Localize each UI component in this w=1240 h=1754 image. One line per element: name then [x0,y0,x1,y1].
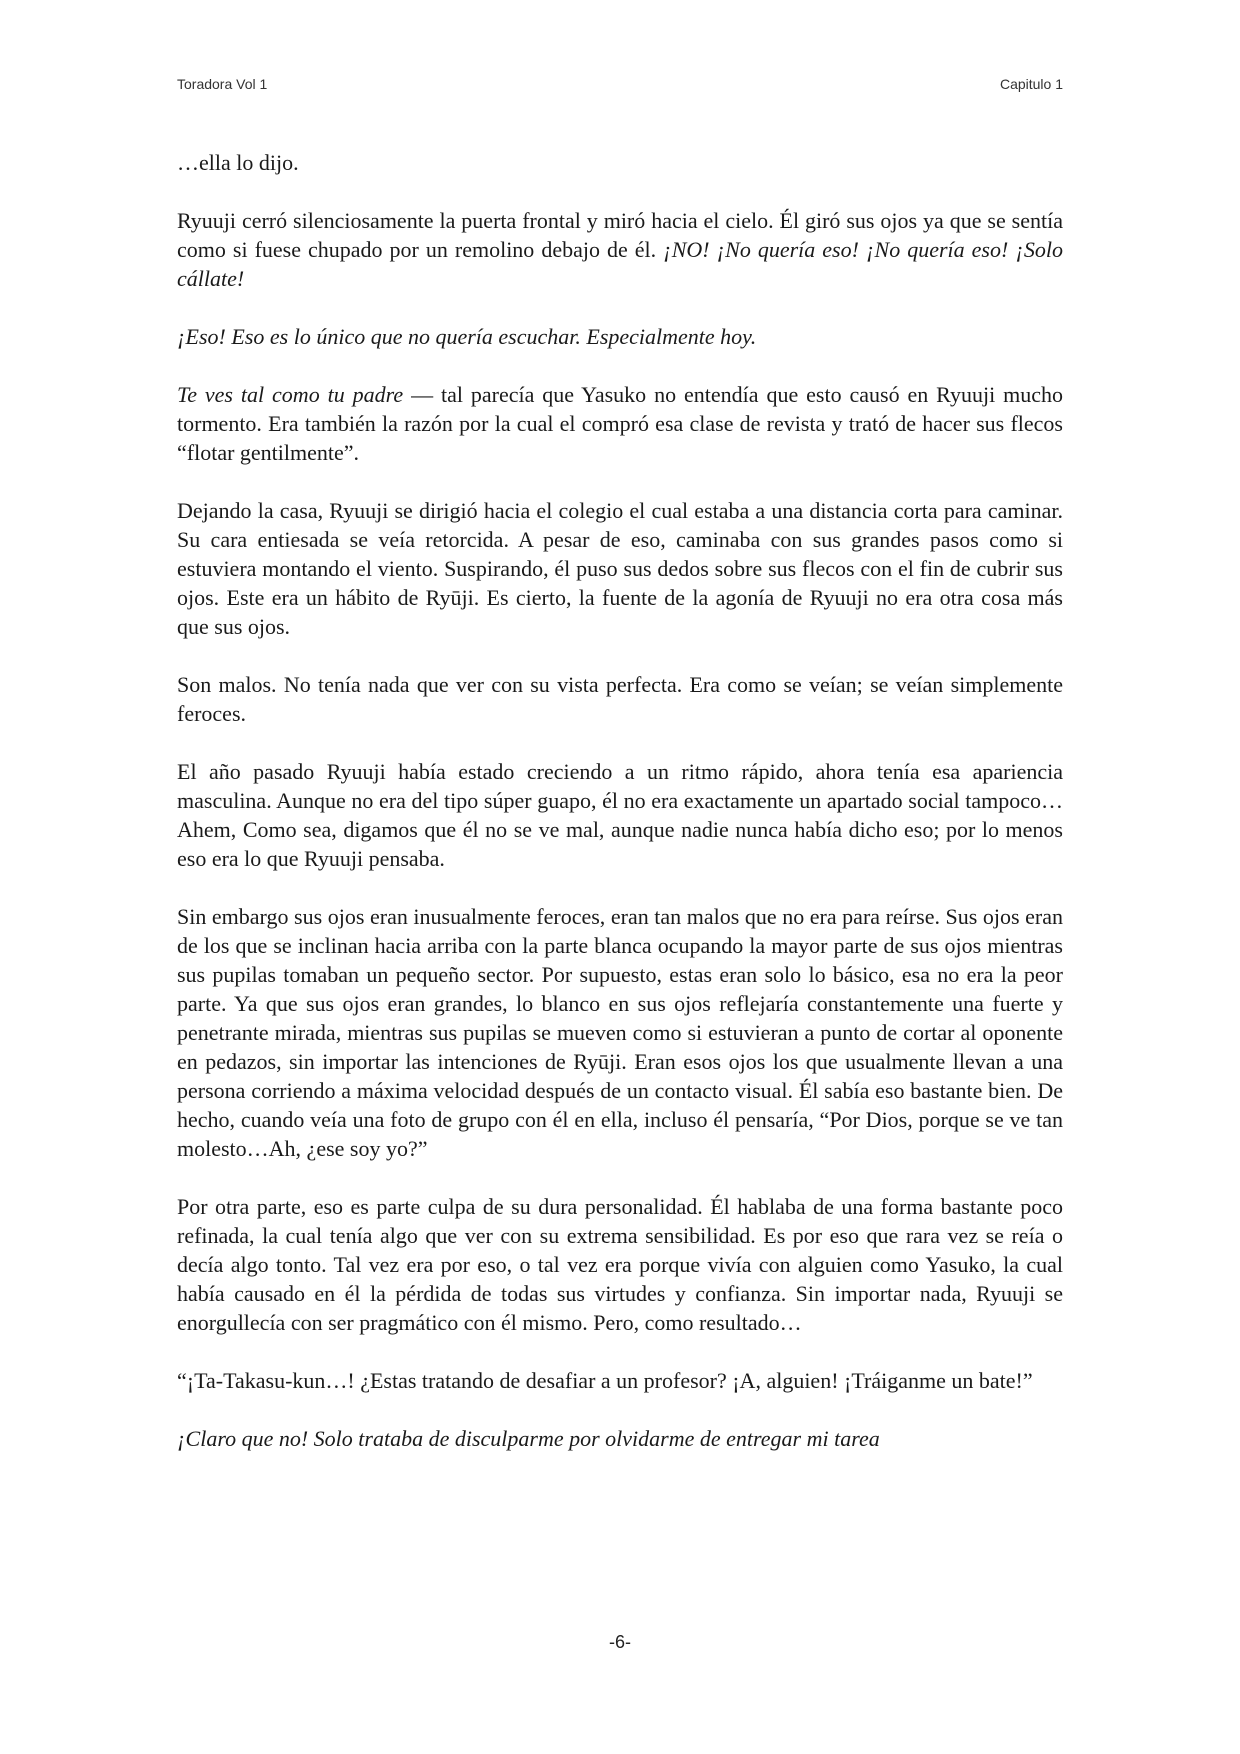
page-number: -6- [609,1632,631,1652]
text-segment: — tal parecía que Yasuko no entendía que esto causó en Ryuuji mucho tormento. Era también la razón por la cual el compró esa clase de revista y trató de hacer sus flecos “flotar gentilmente”. [177,382,1063,465]
paragraph [177,670,1063,728]
paragraph [177,496,1063,641]
paragraph [177,1424,1063,1453]
text-segment: Por otra parte, eso es parte culpa de su dura personalidad. Él hablaba de una forma bastante poco refinada, la cual tenía algo que ver con su extrema sensibilidad. Es por eso que rara vez se reía o decía algo tonto. Tal vez era por eso, o tal vez era porque vivía con alguien como Yasuko, la cual había causado en él la pérdida de todas sus virtudes y confianza. Sin importar nada, Ryuuji se enorgullecía con ser pragmático con él mismo. Pero, como resultado… [177,1194,1063,1335]
text-segment: Sin embargo sus ojos eran inusualmente feroces, eran tan malos que no era para reírse. Sus ojos eran de los que se inclinan hacia arriba con la parte blanca ocupando la mayor parte de sus ojos mientras sus pupilas tomaban un pequeño sector. Por supuesto, estas eran solo lo básico, esa no era la peor parte. Ya que sus ojos eran grandes, lo blanco en sus ojos reflejaría constantemente una fuerte y penetrante mirada, mientras sus pupilas se mueven como si estuvieran a punto de cortar al oponente en pedazos, sin importar las intenciones de Ryūji. Eran esos ojos los que usualmente llevan a una persona corriendo a máxima velocidad después de un contacto visual. Él sabía eso bastante bien. De hecho, cuando veía una foto de grupo con él en ella, incluso él pensaría, “Por Dios, porque se ve tan molesto…Ah, ¿ese soy yo?” [177,904,1063,1161]
header-chapter: Capitulo 1 [999,76,1063,92]
paragraph [177,757,1063,873]
italic-text-segment: Te ves tal como tu padre [177,382,404,407]
paragraph [177,1192,1063,1337]
paragraph [177,1366,1063,1395]
header-book-title: Toradora Vol 1 [177,76,268,92]
text-segment: …ella lo dijo. [177,150,299,175]
chapter-body [177,148,1063,1482]
text-segment: El año pasado Ryuuji había estado creciendo a un ritmo rápido, ahora tenía esa apariencia masculina. Aunque no era del tipo súper guapo, él no era exactamente un apartado social tampoco…Ahem, Como sea, digamos que él no se ve mal, aunque nadie nunca había dicho eso; por lo menos eso era lo que Ryuuji pensaba. [177,759,1063,871]
page-footer [0,1632,1240,1653]
paragraph [177,380,1063,467]
paragraph [177,206,1063,293]
text-segment: “¡Ta-Takasu-kun…! ¿Estas tratando de desafiar a un profesor? ¡A, alguien! ¡Tráiganme un bate!” [177,1368,1033,1393]
text-segment: Ryuuji cerró silenciosamente la puerta frontal y miró hacia el cielo. Él giró sus ojos ya que se sentía como si fuese chupado por un remolino debajo de él. [177,208,1063,262]
paragraph [177,902,1063,1163]
page-header [177,76,1063,96]
italic-text-segment: ¡Eso! Eso es lo único que no quería escuchar. Especialmente hoy. [177,324,757,349]
paragraph [177,322,1063,351]
italic-text-segment: ¡NO! ¡No quería eso! ¡No quería eso! ¡Solo cállate! [177,237,1063,291]
text-segment: Son malos. No tenía nada que ver con su vista perfecta. Era como se veían; se veían simplemente feroces. [177,672,1063,726]
italic-text-segment: ¡Claro que no! Solo trataba de disculparme por olvidarme de entregar mi tarea [177,1426,880,1451]
paragraph [177,148,1063,177]
text-segment: Dejando la casa, Ryuuji se dirigió hacia el colegio el cual estaba a una distancia corta para caminar. Su cara entiesada se veía retorcida. A pesar de eso, caminaba con sus grandes pasos como si estuviera montando el viento. Suspirando, él puso sus dedos sobre sus flecos con el fin de cubrir sus ojos. Este era un hábito de Ryūji. Es cierto, la fuente de la agonía de Ryuuji no era otra cosa más que sus ojos. [177,498,1063,639]
